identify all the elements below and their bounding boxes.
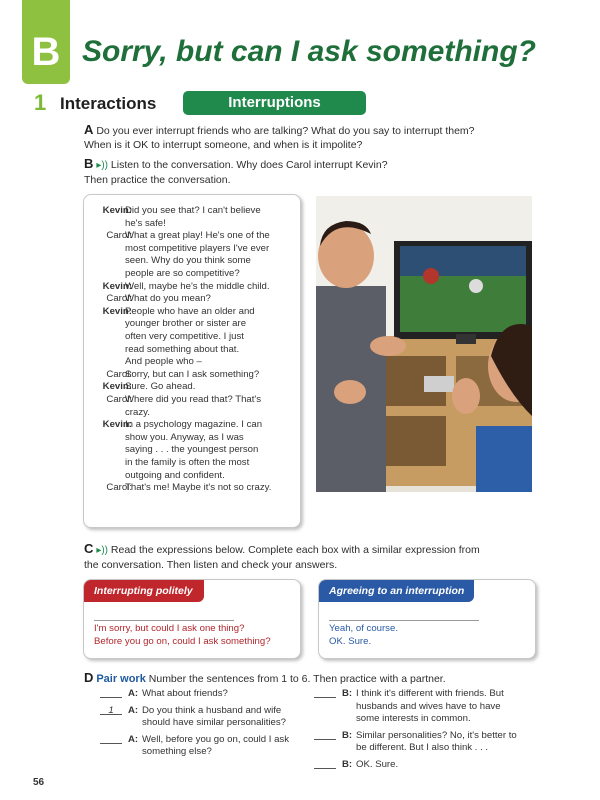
- sentence-line: Do you think a husband and wife: [142, 704, 282, 716]
- text-line: Where did you read that? That's: [125, 394, 262, 405]
- sentence-line: husbands and wives have to have: [356, 700, 501, 712]
- expression-item: I'm sorry, but could I ask one thing?: [94, 623, 245, 634]
- part-c-line1: Read the expressions below. Complete each box with a similar expression from: [110, 544, 480, 556]
- conversation-turn: [92, 419, 297, 482]
- part-a-instructions: [84, 123, 504, 152]
- part-b-letter: B: [84, 156, 94, 171]
- dialogue-item: [100, 734, 310, 759]
- dialogue-item: [100, 705, 310, 730]
- expression-item: Before you go on, could I ask something?: [94, 636, 271, 647]
- text-line: Sure. Go ahead.: [125, 381, 196, 393]
- text-line: people are so competitive?: [125, 267, 240, 279]
- number-blank[interactable]: [314, 759, 336, 769]
- dialogue-item: [100, 688, 310, 701]
- text-line: most competitive players I've ever: [125, 242, 270, 254]
- agreeing-expressions: [329, 622, 398, 648]
- speaker-name: Carol:: [106, 482, 132, 494]
- part-b-line2: Then practice the conversation.: [84, 174, 231, 186]
- text-line: seen. Why do you think some: [125, 255, 251, 267]
- answer-line[interactable]: [94, 620, 234, 621]
- speaker-name: Kevin:: [102, 305, 132, 317]
- exercise-topic-pill: Interruptions: [183, 91, 366, 115]
- sentence-line: Well, before you go on, could I ask: [142, 733, 290, 745]
- audio-speaker-icon[interactable]: ▸)): [96, 545, 108, 556]
- conversation-turn: [92, 369, 297, 382]
- speaker-name: Carol:: [106, 394, 132, 405]
- speaker-label: B:: [342, 729, 353, 741]
- speaker-label: A:: [128, 688, 139, 699]
- part-d-instruction: Number the sentences from 1 to 6. Then practice with a partner.: [148, 673, 446, 685]
- part-d-left-column: [100, 688, 310, 763]
- sentence-line: should have similar personalities?: [142, 717, 286, 729]
- text-line: saying . . . the youngest person: [125, 444, 259, 456]
- speaker-label: B:: [342, 758, 353, 770]
- text-line: That's me! Maybe it's not so crazy.: [125, 482, 272, 494]
- speaker-label: A:: [128, 704, 139, 716]
- text-line: People who have an older and: [125, 305, 255, 317]
- audio-speaker-icon[interactable]: ▸)): [96, 160, 108, 171]
- speaker-name: Carol:: [106, 368, 132, 380]
- part-c-instructions: [84, 542, 514, 572]
- sentence-line: I think it's different with friends. But: [356, 688, 504, 699]
- speaker-name: Carol:: [106, 230, 132, 242]
- conversation-turn: [92, 293, 297, 306]
- text-line: Sorry, but can I ask something?: [125, 368, 260, 380]
- text-line: What do you mean?: [125, 293, 211, 305]
- exercise-title: Interactions: [60, 94, 157, 113]
- interrupting-expressions: [94, 622, 271, 648]
- text-line: Did you see that? I can't believe: [125, 205, 261, 216]
- speaker-text: [125, 230, 297, 280]
- speaker-name: Carol:: [106, 293, 132, 305]
- speaker-text: [125, 205, 297, 230]
- speaker-text: [125, 306, 297, 369]
- part-d-letter: D: [84, 670, 94, 685]
- conversation-turn: [92, 482, 297, 495]
- sentence-line: OK. Sure.: [356, 758, 399, 770]
- part-a-line1: Do you ever interrupt friends who are talking? What do you say to interrupt them?: [96, 125, 475, 137]
- text-line: crazy.: [125, 406, 150, 418]
- text-line: in the family is often the most: [125, 456, 250, 468]
- interrupting-politely-box: [83, 579, 301, 659]
- speaker-text: [125, 369, 297, 382]
- photo-people-watching-tv: [316, 196, 532, 492]
- sentence-line: something else?: [142, 746, 212, 758]
- exercise-number: 1: [34, 90, 47, 115]
- section-letter: B: [31, 30, 61, 74]
- speaker-text: [125, 394, 297, 419]
- part-b-line1: Listen to the conversation. Why does Carol interrupt Kevin?: [110, 159, 388, 171]
- speaker-name: Kevin:: [102, 205, 132, 216]
- pair-work-label: Pair work: [96, 673, 146, 685]
- expression-item: Yeah, of course.: [329, 623, 398, 634]
- text-line: younger brother or sister are: [125, 318, 247, 330]
- text-line: often very competitive. I just: [125, 330, 244, 342]
- speaker-label: B:: [342, 688, 353, 699]
- speaker-name: Kevin:: [102, 419, 132, 431]
- dialogue-item: [314, 688, 544, 726]
- part-d-instructions: [84, 671, 524, 686]
- conversation-turn: [92, 306, 297, 369]
- speaker-text: [125, 293, 297, 306]
- dialogue-item: [314, 759, 544, 772]
- text-line: he's safe!: [125, 217, 166, 229]
- dialogue-item: [314, 730, 544, 755]
- speaker-label: A:: [128, 733, 139, 745]
- part-a-letter: A: [84, 122, 94, 137]
- interrupting-politely-heading: Interrupting politely: [84, 580, 204, 602]
- conversation-turn: [92, 230, 297, 280]
- number-blank[interactable]: [314, 730, 336, 740]
- part-b-instructions: [84, 157, 504, 187]
- speaker-text: [125, 419, 297, 482]
- number-blank[interactable]: [100, 688, 122, 698]
- speaker-name: Kevin:: [102, 280, 132, 292]
- conversation-turn: [92, 205, 297, 230]
- conversation-turn: [92, 381, 297, 394]
- agreeing-heading: Agreeing to an interruption: [319, 580, 474, 602]
- text-line: In a psychology magazine. I can: [125, 419, 263, 431]
- conversation-turn: [92, 281, 297, 294]
- number-blank[interactable]: 1: [100, 705, 122, 715]
- text-line: What a great play! He's one of the: [125, 230, 270, 242]
- text-line: Well, maybe he's the middle child.: [125, 280, 270, 292]
- speaker-text: [125, 482, 297, 495]
- agreeing-to-interruption-box: [318, 579, 536, 659]
- page-title: Sorry, but can I ask something?: [82, 35, 536, 68]
- part-a-line2: When is it OK to interrupt someone, and when is it impolite?: [84, 139, 363, 151]
- speaker-name: Kevin:: [102, 381, 132, 393]
- text-line: show you. Anyway, as I was: [125, 431, 244, 443]
- answer-line[interactable]: [329, 620, 479, 621]
- text-line: And people who –: [125, 356, 202, 368]
- part-c-line2: the conversation. Then listen and check your answers.: [84, 559, 338, 571]
- conversation-turn: [92, 394, 297, 419]
- sentence-line: What about friends?: [142, 688, 228, 699]
- sentence-line: be different. But I also think . . .: [356, 742, 489, 754]
- number-blank[interactable]: [314, 688, 336, 698]
- speaker-text: [125, 381, 297, 394]
- sentence-line: Similar personalities? No, it's better to: [356, 729, 517, 741]
- text-line: read something about that.: [125, 343, 240, 355]
- speaker-text: [125, 281, 297, 294]
- sentence-line: some interests in common.: [356, 713, 471, 725]
- part-c-letter: C: [84, 541, 94, 556]
- expression-item: OK. Sure.: [329, 636, 372, 647]
- page-number: 56: [33, 777, 45, 788]
- text-line: outgoing and confident.: [125, 469, 225, 481]
- part-d-right-column: [314, 688, 544, 776]
- number-blank[interactable]: [100, 734, 122, 744]
